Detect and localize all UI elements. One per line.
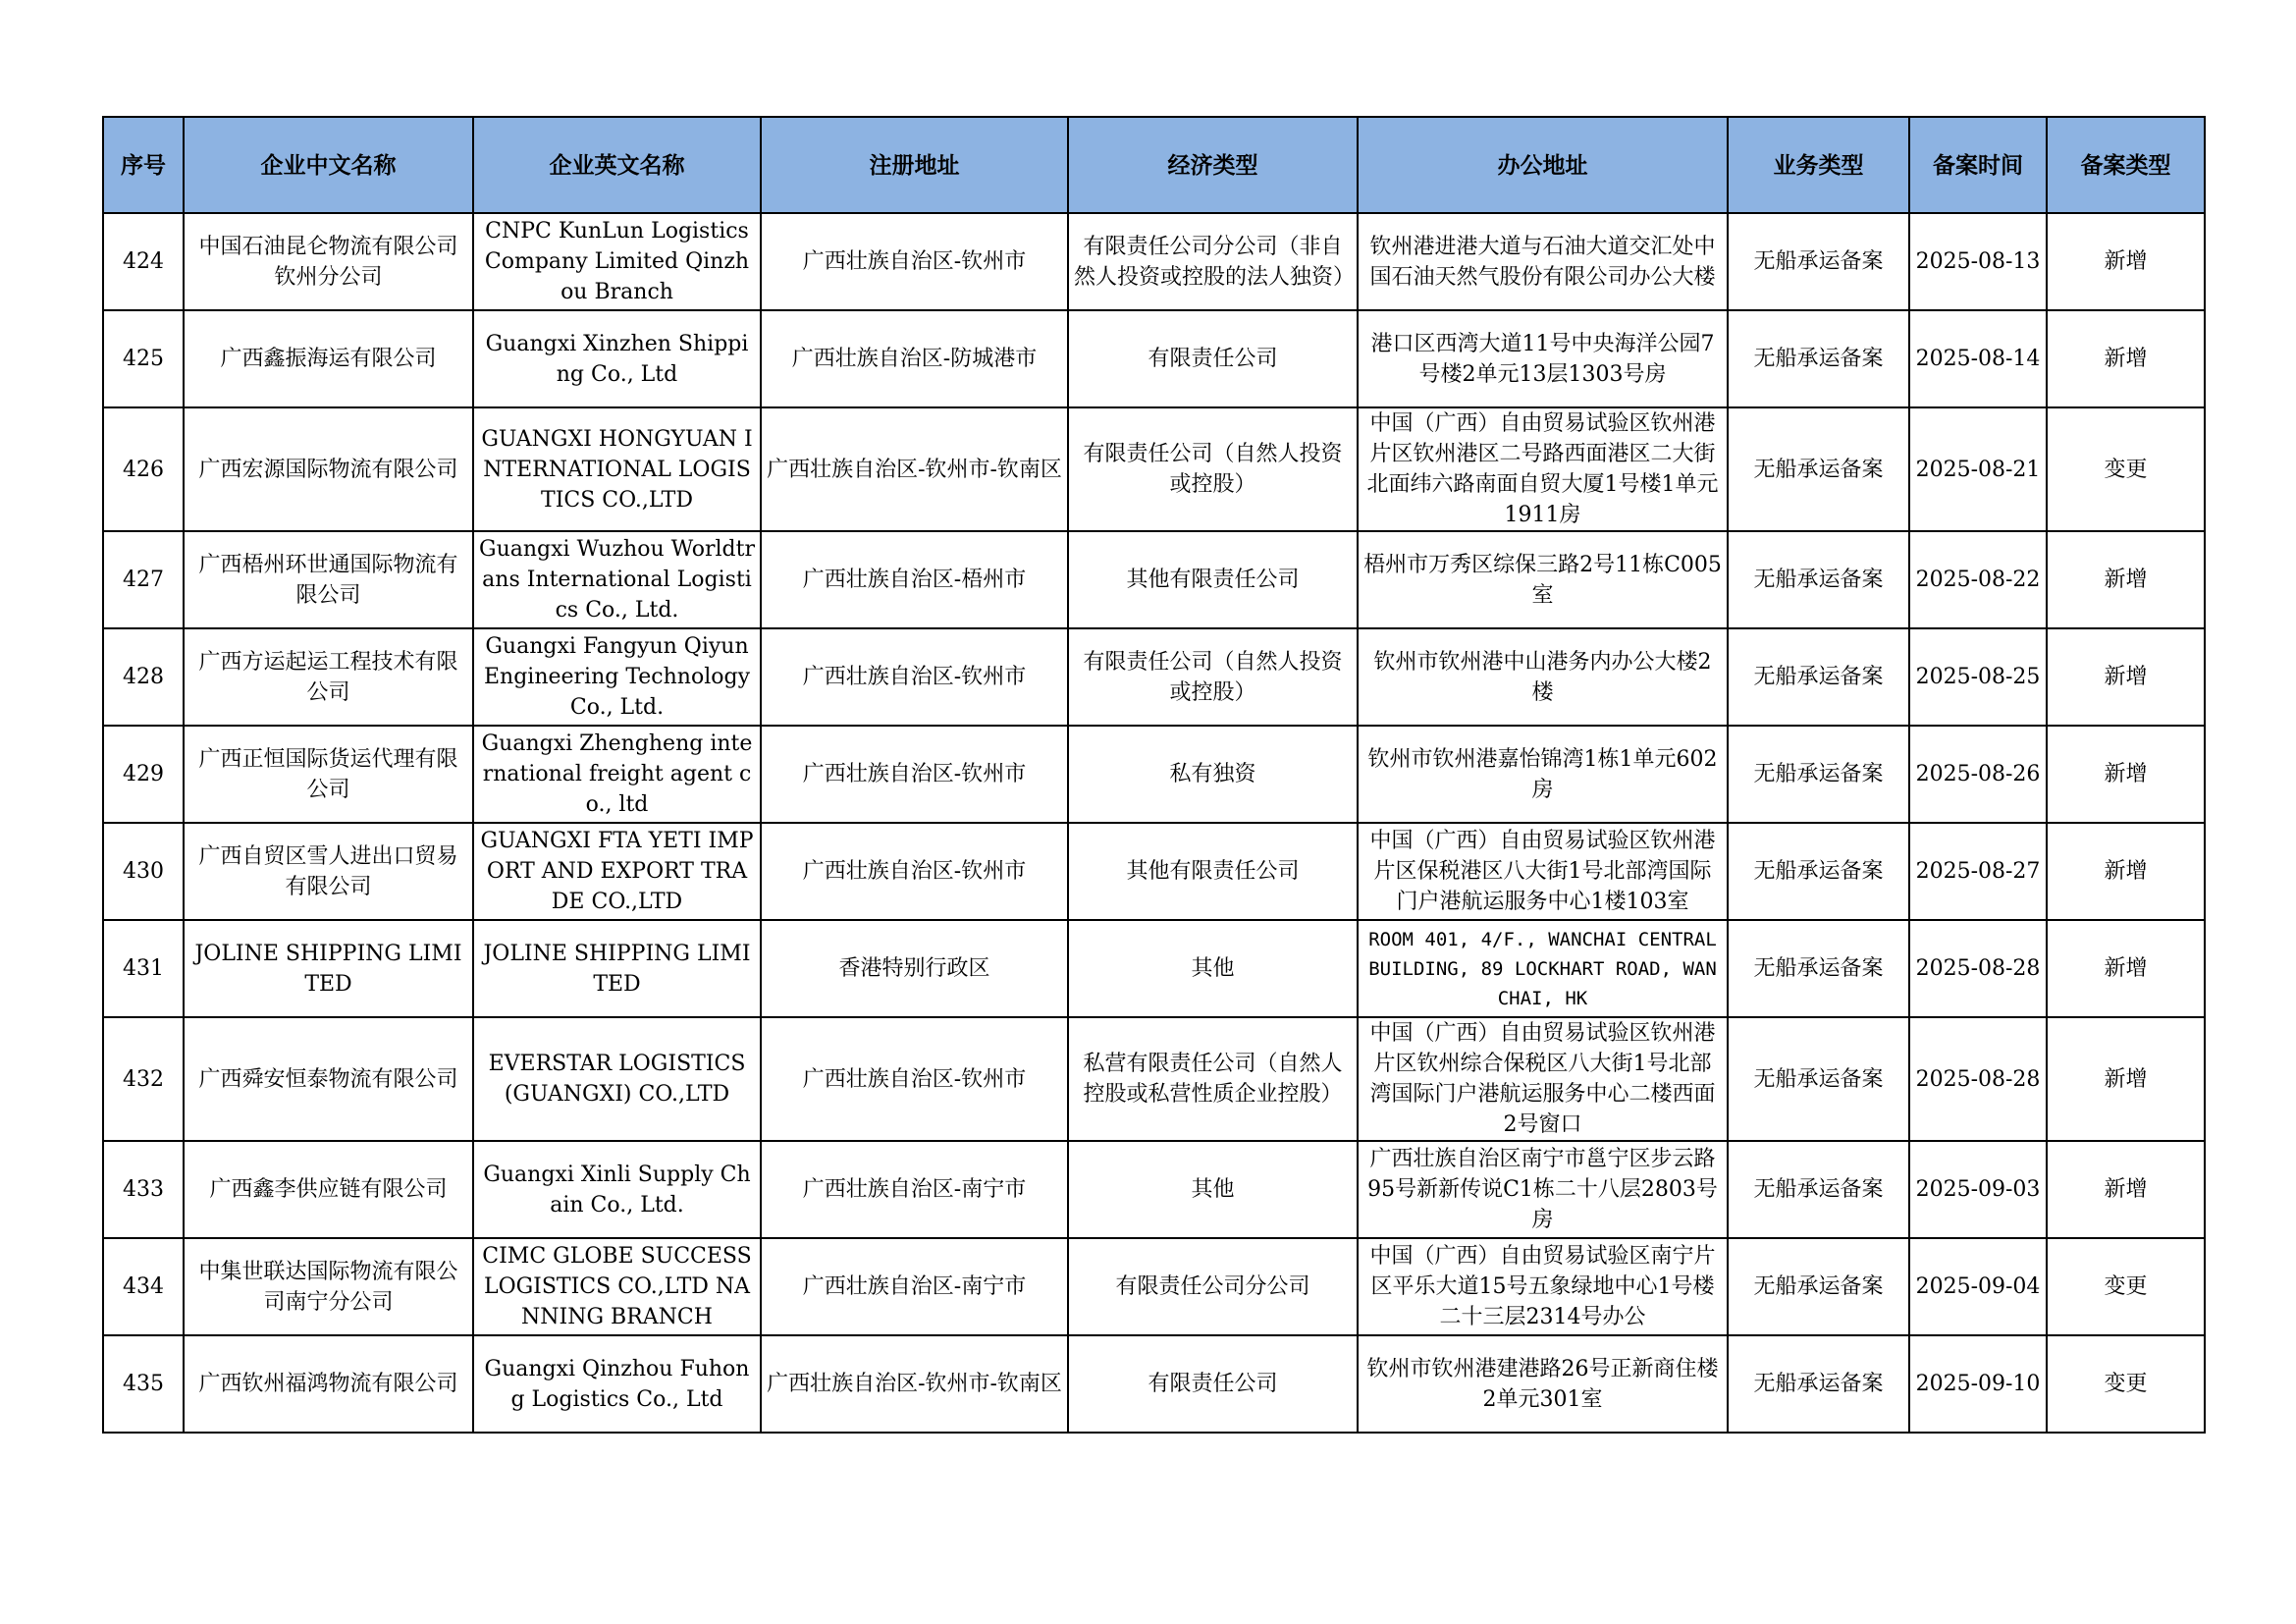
cell-no: 433 (103, 1141, 184, 1238)
header-filing-type: 备案类型 (2047, 117, 2205, 213)
cell-no: 427 (103, 531, 184, 628)
table-row (103, 823, 2205, 920)
cell-office-addr: 中国（广西）自由贸易试验区钦州港片区保税港区八大街1号北部湾国际门户港航运服务中心1楼103室 (1358, 823, 1728, 920)
cell-office-addr: 钦州市钦州港嘉怡锦湾1栋1单元602房 (1358, 726, 1728, 823)
table-body (103, 213, 2205, 1433)
cell-no: 435 (103, 1335, 184, 1433)
cell-cn-name: 广西正恒国际货运代理有限公司 (184, 726, 473, 823)
cell-reg-addr: 广西壮族自治区-钦州市 (761, 628, 1068, 726)
cell-date: 2025-08-26 (1909, 726, 2047, 823)
cell-no: 431 (103, 920, 184, 1017)
header-reg-addr: 注册地址 (761, 117, 1068, 213)
table-row (103, 920, 2205, 1017)
cell-reg-addr: 香港特别行政区 (761, 920, 1068, 1017)
cell-cn-name: JOLINE SHIPPING LIMITED (184, 920, 473, 1017)
cell-office-addr: 广西壮族自治区南宁市邕宁区步云路95号新新传说C1栋二十八层2803号房 (1358, 1141, 1728, 1238)
cell-econ-type: 其他 (1068, 920, 1358, 1017)
table-row (103, 531, 2205, 628)
cell-no: 430 (103, 823, 184, 920)
cell-filing-type: 新增 (2047, 1017, 2205, 1141)
cell-en-name: Guangxi Qinzhou Fuhong Logistics Co., Ltd (473, 1335, 761, 1433)
cell-cn-name: 广西宏源国际物流有限公司 (184, 407, 473, 531)
cell-econ-type: 有限责任公司分公司 (1068, 1238, 1358, 1335)
header-office-addr: 办公地址 (1358, 117, 1728, 213)
cell-reg-addr: 广西壮族自治区-南宁市 (761, 1141, 1068, 1238)
header-no: 序号 (103, 117, 184, 213)
cell-date: 2025-08-14 (1909, 310, 2047, 407)
cell-reg-addr: 广西壮族自治区-梧州市 (761, 531, 1068, 628)
cell-reg-addr: 广西壮族自治区-南宁市 (761, 1238, 1068, 1335)
cell-no: 425 (103, 310, 184, 407)
cell-filing-type: 新增 (2047, 213, 2205, 310)
cell-biz-type: 无船承运备案 (1728, 726, 1909, 823)
cell-en-name: Guangxi Xinli Supply Chain Co., Ltd. (473, 1141, 761, 1238)
cell-econ-type: 私有独资 (1068, 726, 1358, 823)
cell-reg-addr: 广西壮族自治区-防城港市 (761, 310, 1068, 407)
cell-reg-addr: 广西壮族自治区-钦州市 (761, 726, 1068, 823)
cell-reg-addr: 广西壮族自治区-钦州市 (761, 213, 1068, 310)
cell-office-addr: 中国（广西）自由贸易试验区钦州港片区钦州综合保税区八大街1号北部湾国际门户港航运服务中心二楼西面2号窗口 (1358, 1017, 1728, 1141)
cell-econ-type: 有限责任公司（自然人投资或控股） (1068, 628, 1358, 726)
table-row (103, 726, 2205, 823)
cell-office-addr: 钦州市钦州港建港路26号正新商住楼2单元301室 (1358, 1335, 1728, 1433)
cell-en-name: EVERSTAR LOGISTICS (GUANGXI) CO.,LTD (473, 1017, 761, 1141)
cell-filing-type: 新增 (2047, 531, 2205, 628)
cell-biz-type: 无船承运备案 (1728, 1335, 1909, 1433)
cell-en-name: Guangxi Zhengheng international freight agent co., ltd (473, 726, 761, 823)
cell-biz-type: 无船承运备案 (1728, 1238, 1909, 1335)
cell-office-addr: 梧州市万秀区综保三路2号11栋C005室 (1358, 531, 1728, 628)
table-row (103, 1238, 2205, 1335)
cell-econ-type: 私营有限责任公司（自然人控股或私营性质企业控股） (1068, 1017, 1358, 1141)
cell-filing-type: 变更 (2047, 407, 2205, 531)
header-econ-type: 经济类型 (1068, 117, 1358, 213)
cell-filing-type: 变更 (2047, 1238, 2205, 1335)
cell-filing-type: 新增 (2047, 628, 2205, 726)
cell-biz-type: 无船承运备案 (1728, 213, 1909, 310)
cell-cn-name: 广西鑫李供应链有限公司 (184, 1141, 473, 1238)
cell-filing-type: 新增 (2047, 726, 2205, 823)
table-row (103, 1017, 2205, 1141)
cell-econ-type: 有限责任公司 (1068, 310, 1358, 407)
cell-filing-type: 新增 (2047, 920, 2205, 1017)
cell-no: 434 (103, 1238, 184, 1335)
cell-cn-name: 中集世联达国际物流有限公司南宁分公司 (184, 1238, 473, 1335)
cell-en-name: Guangxi Xinzhen Shipping Co., Ltd (473, 310, 761, 407)
cell-biz-type: 无船承运备案 (1728, 823, 1909, 920)
table-row (103, 628, 2205, 726)
cell-no: 428 (103, 628, 184, 726)
header-cn-name: 企业中文名称 (184, 117, 473, 213)
cell-en-name: Guangxi Fangyun Qiyun Engineering Technology Co., Ltd. (473, 628, 761, 726)
cell-date: 2025-08-25 (1909, 628, 2047, 726)
cell-econ-type: 其他有限责任公司 (1068, 823, 1358, 920)
cell-filing-type: 新增 (2047, 310, 2205, 407)
cell-office-addr: 中国（广西）自由贸易试验区钦州港片区钦州港区二号路西面港区二大街北面纬六路南面自贸大厦1号楼1单元1911房 (1358, 407, 1728, 531)
cell-biz-type: 无船承运备案 (1728, 310, 1909, 407)
cell-en-name: JOLINE SHIPPING LIMITED (473, 920, 761, 1017)
cell-reg-addr: 广西壮族自治区-钦州市 (761, 823, 1068, 920)
table-row (103, 310, 2205, 407)
cell-date: 2025-08-28 (1909, 1017, 2047, 1141)
cell-reg-addr: 广西壮族自治区-钦州市-钦南区 (761, 407, 1068, 531)
cell-reg-addr: 广西壮族自治区-钦州市-钦南区 (761, 1335, 1068, 1433)
cell-date: 2025-09-10 (1909, 1335, 2047, 1433)
cell-econ-type: 有限责任公司（自然人投资或控股） (1068, 407, 1358, 531)
cell-office-addr: 港口区西湾大道11号中央海洋公园7号楼2单元13层1303号房 (1358, 310, 1728, 407)
cell-en-name: Guangxi Wuzhou Worldtrans International Logistics Co., Ltd. (473, 531, 761, 628)
cell-reg-addr: 广西壮族自治区-钦州市 (761, 1017, 1068, 1141)
table-row (103, 407, 2205, 531)
cell-no: 432 (103, 1017, 184, 1141)
cell-biz-type: 无船承运备案 (1728, 407, 1909, 531)
cell-date: 2025-08-28 (1909, 920, 2047, 1017)
cell-econ-type: 有限责任公司 (1068, 1335, 1358, 1433)
cell-cn-name: 广西鑫振海运有限公司 (184, 310, 473, 407)
cell-office-addr: 钦州市钦州港中山港务内办公大楼2楼 (1358, 628, 1728, 726)
table-row (103, 1141, 2205, 1238)
cell-no: 426 (103, 407, 184, 531)
cell-office-addr: 钦州港进港大道与石油大道交汇处中国石油天然气股份有限公司办公大楼 (1358, 213, 1728, 310)
cell-office-addr: ROOM 401, 4/F., WANCHAI CENTRAL BUILDING, 89 LOCKHART ROAD, WAN CHAI, HK (1358, 920, 1728, 1017)
cell-filing-type: 变更 (2047, 1335, 2205, 1433)
cell-en-name: GUANGXI FTA YETI IMPORT AND EXPORT TRADE CO.,LTD (473, 823, 761, 920)
cell-cn-name: 广西舜安恒泰物流有限公司 (184, 1017, 473, 1141)
cell-biz-type: 无船承运备案 (1728, 628, 1909, 726)
cell-econ-type: 其他有限责任公司 (1068, 531, 1358, 628)
cell-cn-name: 中国石油昆仑物流有限公司钦州分公司 (184, 213, 473, 310)
cell-date: 2025-08-21 (1909, 407, 2047, 531)
table-row (103, 1335, 2205, 1433)
cell-no: 424 (103, 213, 184, 310)
filing-table (102, 116, 2206, 1434)
cell-en-name: GUANGXI HONGYUAN INTERNATIONAL LOGISTICS CO.,LTD (473, 407, 761, 531)
cell-cn-name: 广西自贸区雪人进出口贸易有限公司 (184, 823, 473, 920)
header-biz-type: 业务类型 (1728, 117, 1909, 213)
cell-cn-name: 广西方运起运工程技术有限公司 (184, 628, 473, 726)
cell-date: 2025-09-03 (1909, 1141, 2047, 1238)
cell-en-name: CNPC KunLun Logistics Company Limited Qinzhou Branch (473, 213, 761, 310)
cell-biz-type: 无船承运备案 (1728, 531, 1909, 628)
cell-date: 2025-08-13 (1909, 213, 2047, 310)
header-date: 备案时间 (1909, 117, 2047, 213)
header-row (103, 117, 2205, 213)
cell-biz-type: 无船承运备案 (1728, 1141, 1909, 1238)
cell-filing-type: 新增 (2047, 1141, 2205, 1238)
cell-date: 2025-09-04 (1909, 1238, 2047, 1335)
cell-office-addr: 中国（广西）自由贸易试验区南宁片区平乐大道15号五象绿地中心1号楼二十三层2314号办公 (1358, 1238, 1728, 1335)
cell-econ-type: 其他 (1068, 1141, 1358, 1238)
cell-date: 2025-08-22 (1909, 531, 2047, 628)
cell-cn-name: 广西梧州环世通国际物流有限公司 (184, 531, 473, 628)
cell-filing-type: 新增 (2047, 823, 2205, 920)
cell-no: 429 (103, 726, 184, 823)
cell-date: 2025-08-27 (1909, 823, 2047, 920)
header-en-name: 企业英文名称 (473, 117, 761, 213)
cell-econ-type: 有限责任公司分公司（非自然人投资或控股的法人独资） (1068, 213, 1358, 310)
table-row (103, 213, 2205, 310)
cell-en-name: CIMC GLOBE SUCCESS LOGISTICS CO.,LTD NANNING BRANCH (473, 1238, 761, 1335)
cell-biz-type: 无船承运备案 (1728, 920, 1909, 1017)
cell-biz-type: 无船承运备案 (1728, 1017, 1909, 1141)
cell-cn-name: 广西钦州福鸿物流有限公司 (184, 1335, 473, 1433)
